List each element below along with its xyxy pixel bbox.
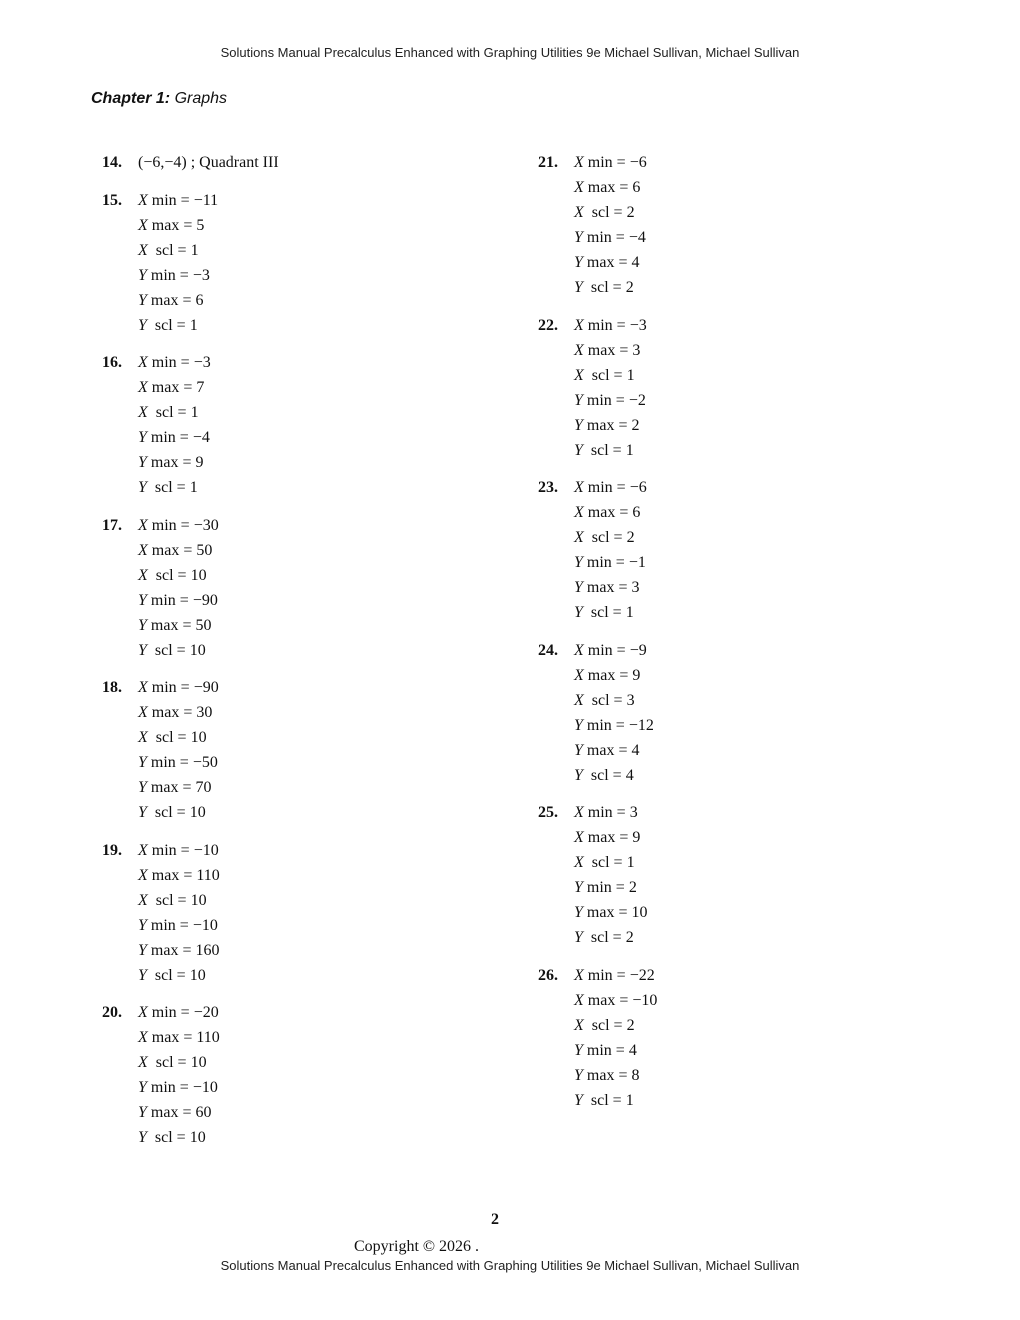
- setting-value: max = 160: [146, 941, 220, 959]
- variable-name: X: [574, 804, 584, 821]
- right-column: [538, 150, 938, 1125]
- problem-20: [102, 1000, 502, 1150]
- variable-name: X: [574, 504, 584, 521]
- problem-17: [102, 513, 502, 663]
- window-setting-line: [574, 225, 938, 250]
- setting-value: min = 3: [583, 804, 638, 821]
- variable-name: X: [138, 354, 148, 371]
- setting-value: scl = 1: [146, 316, 198, 334]
- setting-value: min = −6: [583, 154, 647, 171]
- window-setting-line: [574, 875, 938, 900]
- window-setting-line: [138, 725, 502, 750]
- setting-value: min = −3: [146, 266, 210, 284]
- setting-value: scl = 1: [582, 441, 634, 459]
- setting-value: scl = 10: [147, 891, 207, 909]
- window-setting-line: [574, 688, 938, 713]
- variable-name: Y: [574, 929, 583, 946]
- chapter-title: Graphs: [174, 90, 228, 107]
- variable-name: Y: [574, 579, 583, 596]
- window-setting-line: [138, 375, 502, 400]
- setting-value: max = 3: [582, 579, 640, 596]
- window-setting-line: [574, 713, 938, 738]
- setting-value: scl = 1: [583, 854, 635, 871]
- variable-name: X: [574, 641, 584, 659]
- variable-name: Y: [574, 279, 583, 296]
- variable-name: X: [574, 666, 584, 684]
- window-setting-line: [138, 213, 502, 238]
- setting-value: scl = 2: [583, 1016, 635, 1034]
- window-setting-line: [574, 313, 938, 338]
- variable-name: Y: [574, 741, 583, 759]
- variable-name: X: [138, 216, 148, 234]
- window-setting-line: [138, 838, 502, 863]
- variable-name: Y: [138, 1079, 147, 1096]
- problem-text: (−6,−4) ; Quadrant III: [138, 154, 279, 171]
- problem-number: 25.: [538, 804, 558, 821]
- variable-name: X: [138, 241, 148, 259]
- window-setting-line: [574, 663, 938, 688]
- variable-name: Y: [138, 616, 147, 634]
- variable-name: Y: [138, 479, 147, 496]
- window-setting-line: [138, 238, 502, 263]
- window-setting-line: [574, 1088, 938, 1113]
- window-setting-line: [574, 500, 938, 525]
- variable-name: Y: [574, 1066, 583, 1084]
- setting-value: max = 9: [583, 666, 641, 684]
- variable-name: X: [574, 179, 584, 196]
- setting-value: max = 60: [146, 1104, 212, 1121]
- variable-name: Y: [574, 416, 583, 434]
- window-setting-line: [574, 800, 938, 825]
- window-setting-line: [138, 350, 502, 375]
- variable-name: Y: [574, 1041, 583, 1059]
- problem-number: 16.: [102, 354, 122, 371]
- problem-18: [102, 675, 502, 825]
- window-setting-line: [138, 675, 502, 700]
- window-setting-line: [574, 275, 938, 300]
- setting-value: max = 30: [147, 704, 213, 721]
- setting-value: scl = 1: [582, 1091, 634, 1109]
- window-setting-line: [138, 938, 502, 963]
- variable-name: Y: [138, 916, 147, 934]
- variable-name: X: [574, 366, 584, 384]
- chapter-heading: [91, 90, 227, 108]
- problem-number: 24.: [538, 641, 558, 659]
- window-setting-line: [138, 613, 502, 638]
- problem-24: [538, 638, 938, 788]
- setting-value: max = 110: [147, 866, 220, 884]
- variable-name: Y: [574, 554, 583, 571]
- variable-name: X: [138, 516, 148, 534]
- page-number: 2: [491, 1211, 499, 1228]
- setting-value: min = −10: [146, 1079, 218, 1096]
- window-setting-line: [138, 188, 502, 213]
- copyright-notice: Copyright © 2026 .: [354, 1238, 480, 1255]
- variable-name: Y: [138, 966, 147, 984]
- window-setting-line: [138, 1075, 502, 1100]
- setting-value: min = 4: [582, 1041, 637, 1059]
- setting-value: min = −90: [147, 679, 219, 696]
- setting-value: min = −6: [583, 479, 647, 496]
- window-setting-line: [138, 863, 502, 888]
- variable-name: Y: [138, 754, 147, 771]
- setting-value: min = −11: [147, 191, 219, 209]
- window-setting-line: [138, 1000, 502, 1025]
- variable-name: Y: [138, 429, 147, 446]
- variable-name: X: [574, 204, 584, 221]
- window-setting-line: [574, 575, 938, 600]
- window-setting-line: [138, 588, 502, 613]
- window-setting-line: [138, 313, 502, 338]
- window-setting-line: [574, 388, 938, 413]
- window-setting-line: [574, 200, 938, 225]
- setting-value: scl = 2: [583, 529, 635, 546]
- setting-value: scl = 2: [583, 204, 635, 221]
- window-setting-line: [138, 963, 502, 988]
- problem-15: [102, 188, 502, 338]
- problem-number: 23.: [538, 479, 558, 496]
- setting-value: scl = 10: [146, 1129, 206, 1146]
- variable-name: X: [138, 566, 148, 584]
- setting-value: scl = 10: [147, 729, 207, 746]
- setting-value: scl = 3: [583, 691, 635, 709]
- problem-number: 22.: [538, 316, 558, 334]
- setting-value: min = −4: [146, 429, 210, 446]
- setting-value: scl = 4: [582, 766, 634, 784]
- variable-name: Y: [138, 291, 147, 309]
- variable-name: X: [574, 154, 584, 171]
- window-setting-line: [138, 638, 502, 663]
- window-setting-line: [138, 888, 502, 913]
- window-setting-line: [574, 525, 938, 550]
- variable-name: X: [574, 829, 584, 846]
- window-setting-line: [138, 450, 502, 475]
- setting-value: min = −2: [582, 391, 646, 409]
- setting-value: min = 2: [582, 879, 637, 896]
- setting-value: scl = 10: [146, 966, 206, 984]
- left-column: [102, 150, 502, 1163]
- variable-name: Y: [574, 766, 583, 784]
- window-setting-line: [574, 738, 938, 763]
- setting-value: min = −90: [146, 591, 218, 609]
- setting-value: max = 6: [146, 291, 204, 309]
- problem-number: 26.: [538, 966, 558, 984]
- variable-name: X: [574, 341, 584, 359]
- variable-name: Y: [574, 229, 583, 246]
- setting-value: max = 3: [583, 341, 641, 359]
- chapter-label: Chapter 1:: [91, 90, 171, 107]
- variable-name: X: [574, 854, 584, 871]
- setting-value: max = 110: [147, 1029, 220, 1046]
- variable-name: Y: [138, 1129, 147, 1146]
- setting-value: max = 9: [146, 454, 204, 471]
- variable-name: Y: [574, 254, 583, 271]
- setting-value: scl = 1: [147, 404, 199, 421]
- window-setting-line: [138, 288, 502, 313]
- problem-23: [538, 475, 938, 625]
- variable-name: Y: [138, 941, 147, 959]
- variable-name: X: [138, 404, 148, 421]
- window-setting-line: [574, 150, 938, 175]
- window-setting-line: [138, 425, 502, 450]
- left-problem-list: [102, 188, 502, 1151]
- window-setting-line: [138, 700, 502, 725]
- problem-22: [538, 313, 938, 463]
- variable-name: X: [574, 529, 584, 546]
- setting-value: min = −22: [583, 966, 655, 984]
- problem-number: 17.: [102, 516, 122, 534]
- setting-value: min = −3: [583, 316, 647, 334]
- variable-name: X: [574, 991, 584, 1009]
- window-setting-line: [574, 763, 938, 788]
- window-setting-line: [138, 750, 502, 775]
- variable-name: Y: [138, 316, 147, 334]
- setting-value: max = 2: [582, 416, 640, 434]
- variable-name: X: [138, 679, 148, 696]
- problem-16: [102, 350, 502, 500]
- page-footer: Solutions Manual Precalculus Enhanced with Graphing Utilities 9e Michael Sullivan, Michael Sullivan: [220, 1258, 800, 1273]
- variable-name: X: [138, 1004, 148, 1021]
- problem-number: 15.: [102, 191, 122, 209]
- window-setting-line: [574, 250, 938, 275]
- variable-name: Y: [574, 904, 583, 921]
- window-setting-line: [574, 550, 938, 575]
- problem-number: 14.: [102, 154, 122, 171]
- window-setting-line: [138, 513, 502, 538]
- setting-value: max = 5: [147, 216, 205, 234]
- variable-name: X: [574, 479, 584, 496]
- variable-name: X: [138, 191, 148, 209]
- window-setting-line: [574, 413, 938, 438]
- variable-name: Y: [138, 266, 147, 284]
- setting-value: max = 8: [582, 1066, 640, 1084]
- variable-name: X: [138, 379, 148, 396]
- window-setting-line: [138, 1100, 502, 1125]
- setting-value: min = −20: [147, 1004, 219, 1021]
- window-setting-line: [138, 1050, 502, 1075]
- setting-value: min = −3: [147, 354, 211, 371]
- variable-name: Y: [574, 391, 583, 409]
- setting-value: scl = 1: [146, 479, 198, 496]
- variable-name: X: [574, 1016, 584, 1034]
- window-setting-line: [574, 475, 938, 500]
- setting-value: max = 4: [582, 741, 640, 759]
- variable-name: X: [138, 541, 148, 559]
- window-setting-line: [574, 1013, 938, 1038]
- page-header: Solutions Manual Precalculus Enhanced with Graphing Utilities 9e Michael Sullivan, Michael Sullivan: [220, 45, 800, 60]
- window-setting-line: [574, 1038, 938, 1063]
- setting-value: max = 50: [147, 541, 213, 559]
- setting-value: scl = 10: [146, 804, 206, 821]
- setting-value: scl = 10: [147, 566, 207, 584]
- window-setting-line: [574, 363, 938, 388]
- window-setting-line: [574, 825, 938, 850]
- window-setting-line: [574, 988, 938, 1013]
- setting-value: min = −4: [582, 229, 646, 246]
- window-setting-line: [574, 850, 938, 875]
- window-setting-line: [138, 563, 502, 588]
- setting-value: min = −10: [146, 916, 218, 934]
- setting-value: max = 7: [147, 379, 205, 396]
- window-setting-line: [574, 175, 938, 200]
- variable-name: X: [574, 966, 584, 984]
- problem-number: 18.: [102, 679, 122, 696]
- window-setting-line: [138, 538, 502, 563]
- window-setting-line: [138, 800, 502, 825]
- setting-value: min = −12: [582, 716, 654, 734]
- variable-name: X: [138, 841, 148, 859]
- variable-name: Y: [138, 779, 147, 796]
- variable-name: Y: [138, 591, 147, 609]
- setting-value: max = 6: [583, 504, 641, 521]
- problem-26: [538, 963, 938, 1113]
- setting-value: scl = 1: [147, 241, 199, 259]
- variable-name: X: [574, 316, 584, 334]
- problem-number: 20.: [102, 1004, 122, 1021]
- variable-name: Y: [138, 454, 147, 471]
- setting-value: scl = 1: [582, 604, 634, 621]
- variable-name: X: [138, 729, 148, 746]
- problem-21: [538, 150, 938, 300]
- setting-value: scl = 2: [582, 929, 634, 946]
- setting-value: min = −50: [146, 754, 218, 771]
- window-setting-line: [574, 338, 938, 363]
- window-setting-line: [138, 1025, 502, 1050]
- window-setting-line: [574, 1063, 938, 1088]
- window-setting-line: [574, 963, 938, 988]
- window-setting-line: [574, 638, 938, 663]
- variable-name: Y: [574, 604, 583, 621]
- variable-name: X: [138, 1029, 148, 1046]
- setting-value: max = 10: [582, 904, 648, 921]
- window-setting-line: [138, 913, 502, 938]
- setting-value: max = −10: [583, 991, 658, 1009]
- variable-name: X: [138, 891, 148, 909]
- window-setting-line: [138, 400, 502, 425]
- variable-name: X: [138, 704, 148, 721]
- window-setting-line: [138, 263, 502, 288]
- window-setting-line: [574, 925, 938, 950]
- problem-14: [102, 150, 502, 175]
- right-problem-list: [538, 150, 938, 1113]
- variable-name: Y: [138, 641, 147, 659]
- variable-name: Y: [574, 879, 583, 896]
- variable-name: Y: [574, 716, 583, 734]
- window-setting-line: [138, 1125, 502, 1150]
- setting-value: min = −1: [582, 554, 646, 571]
- setting-value: max = 4: [582, 254, 640, 271]
- variable-name: X: [138, 866, 148, 884]
- setting-value: max = 6: [583, 179, 641, 196]
- window-setting-line: [138, 775, 502, 800]
- variable-name: X: [138, 1054, 148, 1071]
- setting-value: max = 70: [146, 779, 212, 796]
- window-setting-line: [574, 600, 938, 625]
- setting-value: min = −10: [147, 841, 219, 859]
- problem-19: [102, 838, 502, 988]
- problem-25: [538, 800, 938, 950]
- variable-name: Y: [574, 441, 583, 459]
- problem-number: 19.: [102, 841, 122, 859]
- setting-value: min = −9: [583, 641, 647, 659]
- setting-value: min = −30: [147, 516, 219, 534]
- variable-name: Y: [138, 804, 147, 821]
- setting-value: scl = 2: [582, 279, 634, 296]
- variable-name: Y: [574, 1091, 583, 1109]
- window-setting-line: [574, 438, 938, 463]
- window-setting-line: [138, 475, 502, 500]
- setting-value: scl = 10: [146, 641, 206, 659]
- variable-name: Y: [138, 1104, 147, 1121]
- setting-value: max = 50: [146, 616, 212, 634]
- setting-value: scl = 10: [147, 1054, 207, 1071]
- window-setting-line: [574, 900, 938, 925]
- setting-value: scl = 1: [583, 366, 635, 384]
- variable-name: X: [574, 691, 584, 709]
- setting-value: max = 9: [583, 829, 641, 846]
- problem-number: 21.: [538, 154, 558, 171]
